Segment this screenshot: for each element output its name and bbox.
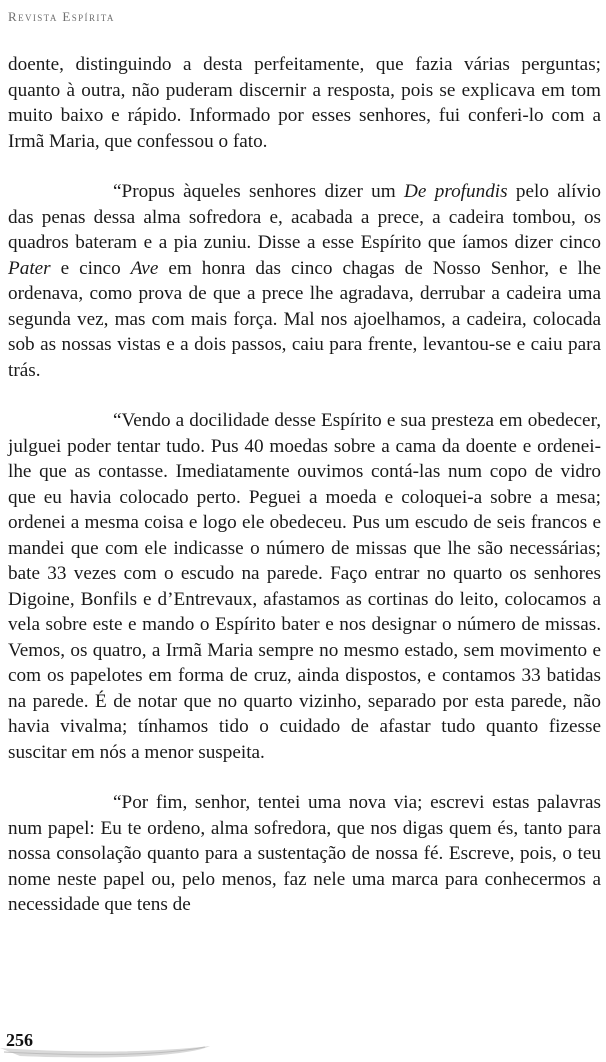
paragraph-3 bbox=[8, 408, 601, 765]
body-text bbox=[8, 52, 601, 918]
text-segment: doente, distinguindo a desta perfeitamente, que fazia várias perguntas; quanto à outra, não puderam discernir a resposta, pois se explicava em tom muito baixo e rápido. Informado por esses senhores, fui conferi-lo com a Irmã Maria, que confessou o fato. bbox=[8, 54, 601, 152]
paragraph-1 bbox=[8, 52, 601, 154]
paragraph-4 bbox=[8, 790, 601, 918]
running-title: Revista Espírita bbox=[8, 9, 115, 24]
text-segment: em honra das cinco chagas de Nosso Senhor, e lhe ordenava, como prova de que a prece lhe agradava, derrubar a cadeira uma segunda vez, mas com mais força. Mal nos ajoelhamos, a cadeira, colocada sob as nossas vistas e a dois passos, caiu para frente, levantou-se e caiu para trás. bbox=[8, 257, 601, 381]
text-segment: “Por fim, senhor, tentei uma nova via; escrevi estas palavras num papel: Eu te ordeno, alma sofredora, que nos digas quem és, tanto para nossa consolação quanto para a sustentação de nossa fé. Escreve, pois, o teu nome neste papel ou, pelo menos, faz nele uma marca para conhecermos a necessidade que tens de bbox=[8, 792, 601, 915]
page-footer bbox=[0, 1022, 606, 1062]
text-segment: “Vendo a docilidade desse Espírito e sua presteza em obedecer, julguei poder tentar tudo. Pus 40 moedas sobre a cama da doente e ordenei-lhe que as contasse. Imediatamente ouvimos contá-las num copo de vidro que eu havia colocado perto. Peguei a moeda e coloquei-a sobre a mesa; ordenei a mesma coisa e logo ele obedeceu. Pus um escudo de seis francos e mandei que com ele indicasse o número de missas que lhe são necessárias; bate 33 vezes com o escudo na parede. Faço entrar no quarto os senhores Digoine, Bonfils e d’Entrevaux, afastamos as cortinas do leito, colocamos a vela sobre este e mando o Espírito bater e nos designar o número de missas. Vemos, os quatro, a Irmã Maria sempre no mesmo estado, sem movimento e com os papelotes em forma de cruz, ainda dispostos, e contamos 33 batidas na parede. É de notar que no quarto vizinho, separado por esta parede, não havia vivalma; tínhamos tido o cuidado de afastar tudo quanto fizesse suscitar em nós a menor suspeita. bbox=[8, 410, 601, 763]
page-number: 256 bbox=[6, 1030, 33, 1050]
italic-latin-term: De profundis bbox=[404, 181, 508, 202]
text-segment: pelo alívio das penas dessa alma sofredora e, acabada a prece, a cadeira tombou, os quadros bateram e a pia zuniu. Disse a esse Espírito que íamos dizer cinco bbox=[8, 181, 601, 253]
italic-latin-term: Pater bbox=[8, 257, 51, 279]
text-segment: e cinco bbox=[50, 257, 131, 279]
paragraph-2 bbox=[8, 179, 601, 383]
italic-latin-term: Ave bbox=[130, 257, 159, 279]
text-segment: “Propus àqueles senhores dizer um bbox=[113, 181, 405, 202]
footer-swoosh-ornament bbox=[0, 1022, 260, 1062]
